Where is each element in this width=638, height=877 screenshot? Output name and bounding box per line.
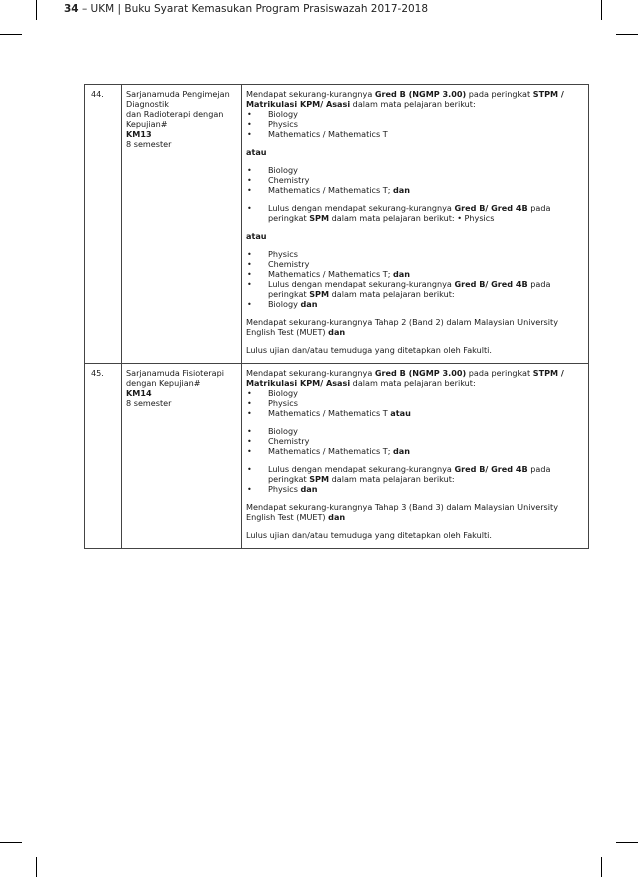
requirements-cell <box>242 364 589 549</box>
subject-list <box>246 249 584 309</box>
crop-mark-top-right-v <box>601 0 602 20</box>
page-header-title: – UKM | Buku Syarat Kemasukan Program Prasiswazah 2017-2018 <box>78 3 429 15</box>
muet-requirement: Mendapat sekurang-kurangnya Tahap 2 (Band 2) dalam Malaysian University English Test (MUET) dan <box>246 317 558 337</box>
course-cell <box>122 364 242 549</box>
list-item: • Chemistry <box>246 436 584 446</box>
crop-mark-bottom-right-v <box>601 857 602 877</box>
list-item: • Mathematics / Mathematics T; dan <box>246 269 584 279</box>
muet-requirement: Mendapat sekurang-kurangnya Tahap 3 (Band 3) dalam Malaysian University English Test (MUET) dan <box>246 502 558 522</box>
interview-requirement: Lulus ujian dan/atau temuduga yang ditetapkan oleh Fakulti. <box>246 530 492 540</box>
subject-block <box>246 165 584 195</box>
list-item: • Physics <box>246 119 584 129</box>
crop-mark-top-left-v <box>36 0 37 20</box>
list-item: • Biology <box>246 109 584 119</box>
atau-label: atau <box>246 231 267 241</box>
requirements-cell <box>242 85 589 364</box>
crop-mark-top-left-h <box>0 34 22 35</box>
page-number: 34 <box>64 3 79 15</box>
course-code: KM14 <box>126 388 152 398</box>
crop-mark-bottom-left-h <box>0 842 22 843</box>
subject-block <box>246 426 584 456</box>
list-item: • Mathematics / Mathematics T; dan <box>246 185 584 195</box>
stpm-requirement <box>246 368 584 418</box>
stpm-intro: Mendapat sekurang-kurangnya Gred B (NGMP 3.00) pada peringkat STPM / Matrikulasi KPM/ Asasi dalam mata pelajaran berikut: <box>246 368 564 388</box>
crop-mark-top-right-h <box>616 34 638 35</box>
list-item: • Mathematics / Mathematics T; dan <box>246 446 584 456</box>
requirements-table <box>84 84 589 549</box>
interview-requirement: Lulus ujian dan/atau temuduga yang ditetapkan oleh Fakulti. <box>246 345 492 355</box>
list-item: • Physics dan <box>246 484 584 494</box>
list-item: • Chemistry <box>246 259 584 269</box>
list-item: • Chemistry <box>246 175 584 185</box>
stpm-requirement <box>246 89 584 139</box>
atau-label: atau <box>246 147 267 157</box>
course-duration: 8 semester <box>126 398 172 408</box>
course-duration: 8 semester <box>126 139 172 149</box>
course-name-line: dengan Kepujian# <box>126 378 201 388</box>
list-item: • Mathematics / Mathematics T atau <box>246 408 584 418</box>
subject-list <box>246 109 584 139</box>
list-item: • Biology dan <box>246 299 584 309</box>
course-name-line: Sarjanamuda Pengimejan <box>126 89 230 99</box>
course-cell <box>122 85 242 364</box>
table-row <box>85 85 589 364</box>
list-item: • Biology <box>246 388 584 398</box>
course-name-line: Diagnostik <box>126 99 169 109</box>
course-name-line: Kepujian# <box>126 119 168 129</box>
list-item: • Lulus dengan mendapat sekurang-kurangnya Gred B/ Gred 4B pada peringkat SPM dalam mata pelajaran berikut: • Physics <box>246 203 584 223</box>
row-number: 45. <box>85 364 122 549</box>
course-name-line: dan Radioterapi dengan <box>126 109 224 119</box>
spm-requirement <box>246 203 584 223</box>
list-item: • Mathematics / Mathematics T <box>246 129 584 139</box>
stpm-intro: Mendapat sekurang-kurangnya Gred B (NGMP 3.00) pada peringkat STPM / Matrikulasi KPM/ Asasi dalam mata pelajaran berikut: <box>246 89 564 109</box>
list-item: • Biology <box>246 165 584 175</box>
crop-mark-bottom-left-v <box>36 857 37 877</box>
list-item: • Physics <box>246 398 584 408</box>
subject-list <box>246 426 584 456</box>
list-item: • Lulus dengan mendapat sekurang-kurangnya Gred B/ Gred 4B pada peringkat SPM dalam mata pelajaran berikut: <box>246 279 584 299</box>
subject-list <box>246 388 584 418</box>
spm-requirement <box>246 464 584 494</box>
row-number: 44. <box>85 85 122 364</box>
crop-mark-bottom-right-h <box>616 842 638 843</box>
table-row <box>85 364 589 549</box>
list-item: • Biology <box>246 426 584 436</box>
course-name-line: Sarjanamuda Fisioterapi <box>126 368 224 378</box>
list-item: • Lulus dengan mendapat sekurang-kurangnya Gred B/ Gred 4B pada peringkat SPM dalam mata pelajaran berikut: <box>246 464 584 484</box>
page-header <box>64 3 428 15</box>
subject-list <box>246 165 584 195</box>
course-code: KM13 <box>126 129 152 139</box>
subject-block <box>246 249 584 309</box>
list-item: • Physics <box>246 249 584 259</box>
